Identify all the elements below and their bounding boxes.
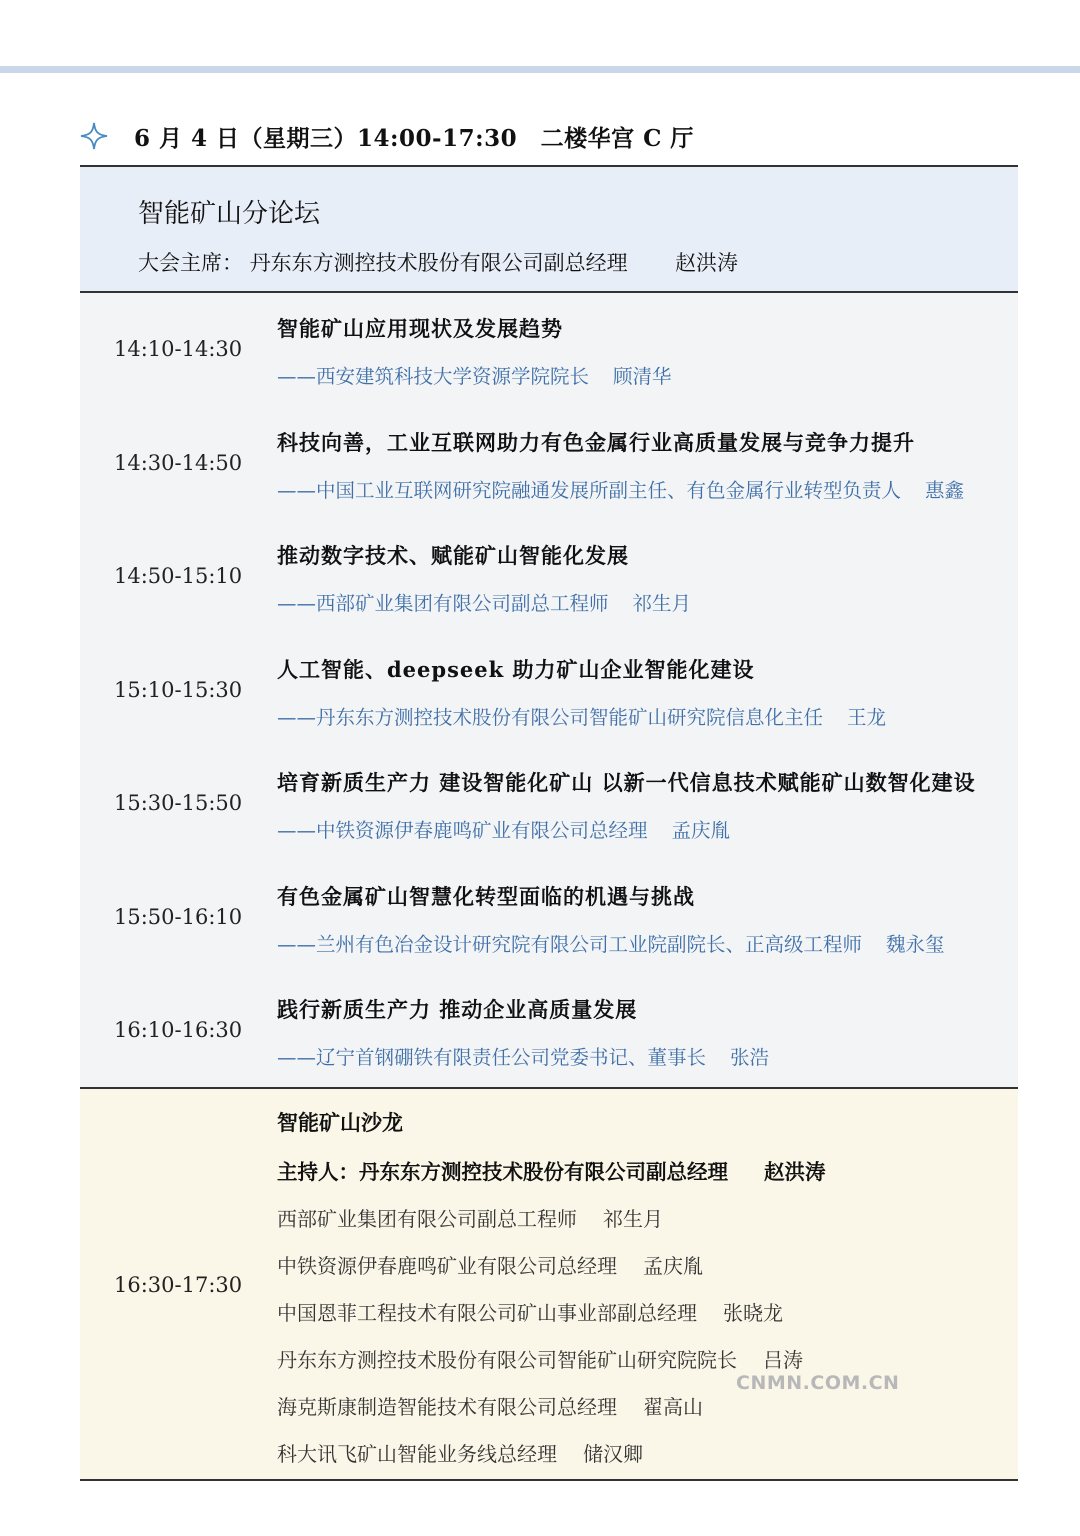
speaker-name: 魏永玺: [886, 932, 945, 956]
salon-member: [277, 1250, 703, 1279]
talk-row: [80, 520, 1018, 634]
member-name: 吕涛: [763, 1348, 803, 1372]
talk-speaker: [277, 815, 730, 843]
forum-chair: [138, 247, 738, 277]
talk-speaker: [277, 1042, 769, 1070]
salon-member: [277, 1297, 783, 1326]
talk-title: 科技向善，工业互联网助力有色金属行业高质量发展与竞争力提升: [277, 429, 915, 455]
talk-row: [80, 293, 1018, 407]
member-org: 中国恩菲工程技术有限公司矿山事业部副总经理: [277, 1301, 697, 1325]
speaker-name: 祁生月: [632, 592, 692, 615]
site-watermark: CNMN.COM.CN: [736, 1372, 900, 1394]
talk-speaker: [277, 929, 945, 957]
host-org: 丹东东方测控技术股份有限公司副总经理: [359, 1160, 728, 1184]
talk-title: 有色金属矿山智慧化转型面临的机遇与挑战: [277, 883, 695, 909]
salon-member: [277, 1203, 663, 1232]
speaker-name: 张浩: [730, 1046, 770, 1069]
salon-member: [277, 1391, 703, 1420]
member-name: 祁生月: [603, 1207, 663, 1231]
talk-title: 培育新质生产力 建设智能化矿山 以新一代信息技术赋能矿山数智化建设: [277, 770, 976, 795]
member-name: 张晓龙: [723, 1301, 783, 1325]
salon-member: [277, 1344, 803, 1373]
talk-row: [80, 861, 1018, 975]
talk-title: 智能矿山应用现状及发展趋势: [277, 316, 563, 341]
sparkle-icon: [80, 122, 108, 150]
speaker-org: ——西安建筑科技大学资源学院院长: [277, 365, 590, 388]
salon-title: 智能矿山沙龙: [277, 1111, 403, 1135]
talk-time: 14:30-14:50: [114, 450, 243, 475]
top-divider: [0, 66, 1080, 73]
session-datetime-venue: 6 月 4 日（星期三）14:00-17:30 二楼华宫 C 厅: [134, 124, 694, 152]
session-header: [80, 114, 1020, 158]
speaker-org: ——兰州有色冶金设计研究院有限公司工业院副院长、正高级工程师: [277, 932, 863, 956]
talk-speaker: [277, 361, 672, 389]
talk-speaker: [277, 702, 886, 730]
chair-org: 丹东东方测控技术股份有限公司副总经理: [249, 251, 628, 275]
talk-title: 人工智能、deepseek 助力矿山企业智能化建设: [277, 656, 755, 682]
speaker-name: 王龙: [847, 705, 887, 729]
member-name: 翟高山: [643, 1395, 703, 1419]
talk-time: 16:10-16:30: [114, 1018, 243, 1042]
speaker-org: ——西部矿业集团有限公司副总工程师: [277, 592, 609, 615]
salon-member: [277, 1438, 643, 1467]
member-org: 中铁资源伊春鹿鸣矿业有限公司总经理: [277, 1254, 617, 1278]
talk-row: [80, 747, 1018, 861]
talk-time: 15:10-15:30: [114, 677, 243, 702]
forum-title: 智能矿山分论坛: [138, 199, 321, 229]
talk-row: [80, 974, 1018, 1088]
forum-header: [80, 165, 1018, 293]
talk-row: [80, 634, 1018, 748]
speaker-name: 惠鑫: [925, 478, 965, 502]
talk-speaker: [277, 475, 964, 503]
talk-time: 14:10-14:30: [114, 337, 243, 361]
speaker-org: ——中铁资源伊春鹿鸣矿业有限公司总经理: [277, 819, 648, 842]
member-org: 海克斯康制造智能技术有限公司总经理: [277, 1395, 617, 1419]
talk-title: 推动数字技术、赋能矿山智能化发展: [277, 543, 629, 568]
talk-title: 践行新质生产力 推动企业高质量发展: [277, 997, 638, 1022]
speaker-name: 孟庆胤: [671, 819, 731, 842]
talk-speaker: [277, 588, 691, 616]
member-org: 丹东东方测控技术股份有限公司智能矿山研究院院长: [277, 1348, 737, 1372]
speaker-org: ——辽宁首钢硼铁有限责任公司党委书记、董事长: [277, 1046, 707, 1069]
host-name: 赵洪涛: [764, 1160, 826, 1184]
speaker-name: 顾清华: [613, 365, 672, 388]
chair-name: 赵洪涛: [675, 251, 739, 275]
talk-time: 15:50-16:10: [114, 904, 243, 929]
chair-label: 大会主席：: [138, 251, 243, 275]
speaker-org: ——中国工业互联网研究院融通发展所副主任、有色金属行业转型负责人: [277, 478, 902, 502]
talk-time: 14:50-15:10: [114, 564, 243, 588]
member-org: 西部矿业集团有限公司副总工程师: [277, 1207, 577, 1231]
speaker-org: ——丹东东方测控技术股份有限公司智能矿山研究院信息化主任: [277, 705, 824, 729]
agenda-table: [80, 165, 1018, 1481]
salon-time: 16:30-17:30: [114, 1273, 243, 1297]
host-label: 主持人：: [277, 1160, 359, 1184]
talks-list: [80, 293, 1018, 1089]
talk-row: [80, 407, 1018, 521]
member-org: 科大讯飞矿山智能业务线总经理: [277, 1442, 557, 1466]
salon-section: [80, 1089, 1018, 1481]
salon-host: [277, 1155, 826, 1185]
talk-time: 15:30-15:50: [114, 791, 243, 815]
member-name: 储汉卿: [583, 1442, 643, 1466]
member-name: 孟庆胤: [643, 1254, 703, 1278]
